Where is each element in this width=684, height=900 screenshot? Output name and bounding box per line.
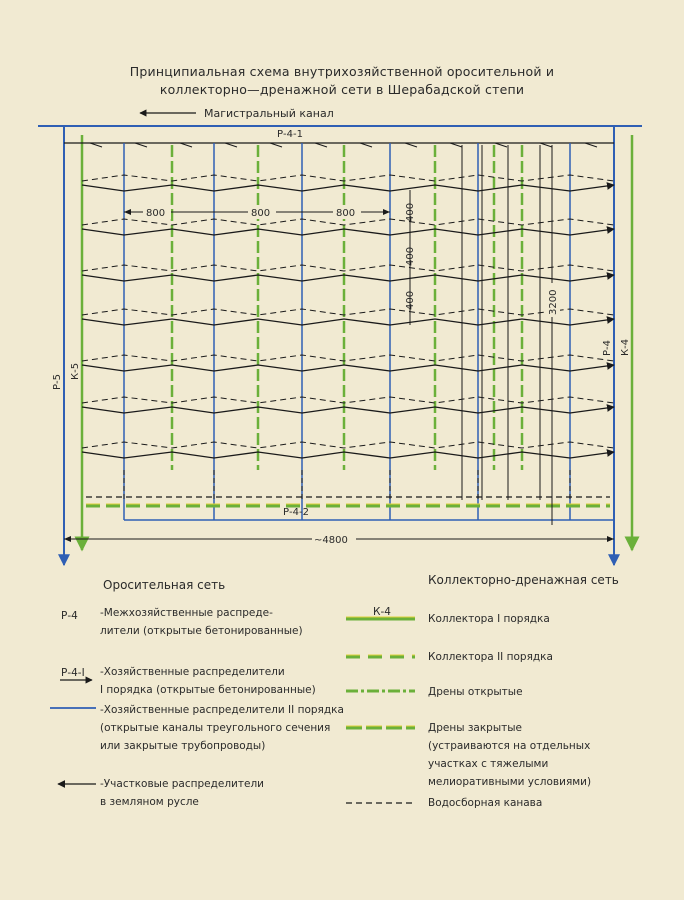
- title-line-1: Принципиальная схема внутрихозяйственной оросительной и: [129, 64, 555, 79]
- row-distributor: [82, 452, 614, 458]
- title-line-2: коллекторно—дренажной сети в Шерабадской степи: [159, 82, 525, 97]
- main-canal-label: Магистральный канал: [204, 107, 334, 120]
- label-p4: Р-4: [602, 339, 613, 356]
- row-ditch: [82, 355, 614, 361]
- dim-400-a: 400: [405, 202, 416, 222]
- legend-line: I порядка (открытые бетонированные): [100, 684, 316, 696]
- row-distributor: [82, 319, 614, 325]
- dim-400-b: 400: [405, 246, 416, 266]
- row-distributor: [82, 185, 614, 191]
- label-k5: К-5: [70, 362, 81, 380]
- legend-line: Водосборная канава: [428, 797, 543, 809]
- legend-code-p41: Р-4-I: [61, 667, 85, 679]
- legend-code-k4: К-4: [373, 606, 391, 618]
- irrigation-legend-title: Оросительная сеть: [103, 578, 226, 592]
- row-ditch: [82, 397, 614, 403]
- legend-line: -Хозяйственные распределители: [100, 666, 285, 678]
- legend-code-p4: Р-4: [61, 610, 78, 622]
- dim-800-arrow: [383, 209, 390, 215]
- label-p41: Р-4-1: [277, 129, 303, 140]
- legend-line: -Участковые распределители: [100, 778, 264, 790]
- legend-item-second-order: [100, 701, 344, 755]
- open-drains: [172, 145, 522, 470]
- legend-item-ditch: [428, 794, 542, 812]
- legend-line: -Хозяйственные распределители II порядка: [100, 704, 344, 716]
- drainage-legend-title: Коллекторно-дренажная сеть: [428, 573, 619, 587]
- legend-item-closed-drains: [428, 719, 591, 791]
- row-distributor: [82, 229, 614, 235]
- legend-item-plot-distributors: [100, 775, 264, 811]
- legend-item-collector-1: [428, 610, 550, 628]
- legend-line: или закрытые трубопроводы): [100, 740, 266, 752]
- row-ditch: [82, 219, 614, 225]
- legend-item-p41: [100, 663, 316, 699]
- legend-item-p4: [100, 604, 303, 640]
- dim-4800-arrow: [607, 536, 614, 542]
- label-p42: Р-4-2: [283, 507, 309, 518]
- second-order-distributors: [124, 143, 570, 520]
- legend-item-open-drains: [428, 683, 523, 701]
- legend-line: Дрены открытые: [428, 686, 523, 698]
- legend-line: Коллектора I порядка: [428, 613, 550, 625]
- row-ditch: [82, 309, 614, 315]
- dim-800-a: 800: [146, 208, 166, 219]
- legend-line: мелиоративными условиями): [428, 776, 592, 788]
- row-distributor: [82, 365, 614, 371]
- dim-800-arrow: [124, 209, 131, 215]
- dim-4800-arrow: [64, 536, 71, 542]
- dim-800-c: 800: [336, 208, 356, 219]
- dim-4800: ~4800: [314, 535, 348, 546]
- legend-line: (устраиваются на отдельных: [428, 740, 591, 752]
- legend-line: участках с тяжелыми: [428, 758, 549, 770]
- legend-item-collector-2: [428, 648, 553, 666]
- row-ditch: [82, 442, 614, 448]
- legend-line: (открытые каналы треугольного сечения: [100, 722, 331, 734]
- dim-800-b: 800: [251, 208, 271, 219]
- legend-line: лители (открытые бетонированные): [100, 625, 303, 637]
- row-distributor: [82, 275, 614, 281]
- dim-400-c: 400: [405, 290, 416, 310]
- legend-line: в земляном русле: [100, 796, 199, 808]
- label-k4: К-4: [620, 338, 631, 356]
- row-ditch: [82, 265, 614, 271]
- legend-line: Коллектора II порядка: [428, 651, 553, 663]
- label-p5: Р-5: [52, 373, 63, 390]
- row-distributor: [82, 407, 614, 413]
- dim-3200: 3200: [548, 289, 559, 315]
- legend-line: -Межхозяйственные распреде-: [100, 607, 273, 619]
- row-ditch: [82, 175, 614, 181]
- legend-line: Дрены закрытые: [428, 722, 523, 734]
- plot-distributors: [124, 145, 570, 500]
